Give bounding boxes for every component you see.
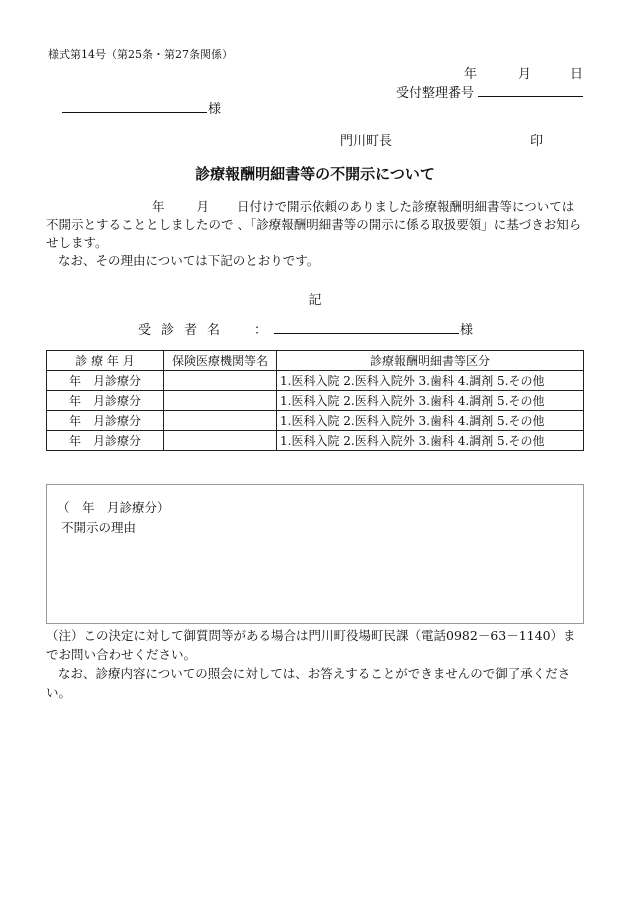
header-period: 診 療 年 月: [47, 351, 164, 371]
body-paragraph-2: [46, 252, 586, 270]
row-category: 1.医科入院 2.医科入院外 3.歯科 4.調剤 5.その他: [277, 411, 584, 431]
patient-name-label: 受診者名: [138, 323, 231, 338]
addressee-name-blank: [62, 112, 207, 113]
date-month-label: 月: [518, 67, 532, 82]
row-period: 年 月診療分: [47, 371, 164, 391]
sender-mayor: 門川町長: [340, 134, 393, 149]
body-month: 月: [196, 199, 210, 214]
body-year: 年: [152, 199, 165, 214]
table-row: [47, 431, 584, 451]
form-number: 様式第14号（第25条・第27条関係）: [48, 48, 233, 61]
reason-label: 不開示の理由: [61, 520, 137, 535]
row-institution: [164, 411, 277, 431]
row-period: 年 月診療分: [47, 431, 164, 451]
row-period: 年 月診療分: [47, 411, 164, 431]
header-category: 診療報酬明細書等区分: [277, 351, 584, 371]
receipt-number-label: 受付整理番号: [396, 86, 475, 101]
table-header-row: [47, 351, 584, 371]
body-text: 日付けで開示依頼のありました診療報酬明細書等については不開示とすることとしましたので 、「診療報酬明細書等の開示に係る取扱要領」に基づきお知らせします。: [46, 199, 582, 250]
row-period: 年 月診療分: [47, 391, 164, 411]
reason-box: [46, 484, 584, 624]
notes: [46, 626, 586, 702]
body-paragraph-1: [46, 198, 586, 252]
patient-honorific: 様: [460, 323, 474, 338]
row-institution: [164, 431, 277, 451]
header-institution: 保険医療機関等名: [164, 351, 277, 371]
ki-heading: 記: [308, 293, 322, 308]
date-year-label: 年: [464, 67, 478, 82]
table-row: [47, 371, 584, 391]
document-title: 診療報酬明細書等の不開示について: [195, 165, 435, 183]
seal-mark: 印: [530, 134, 544, 149]
row-category: 1.医科入院 2.医科入院外 3.歯科 4.調剤 5.その他: [277, 431, 584, 451]
patient-name-blank: [274, 333, 459, 334]
note-1: （注）この決定に対して御質問等がある場合は門川町役場町民課（電話0982－63－1140）までお問い合わせください。: [46, 628, 576, 662]
row-institution: [164, 371, 277, 391]
addressee-honorific: 様: [208, 102, 222, 117]
patient-name-colon: ：: [254, 323, 268, 338]
date-day-label: 日: [570, 67, 584, 82]
body-paragraph-2-text: なお、その理由については下記のとおりです。: [58, 253, 320, 268]
reason-period: （ 年 月診療分）: [57, 500, 170, 515]
row-category: 1.医科入院 2.医科入院外 3.歯科 4.調剤 5.その他: [277, 371, 584, 391]
table-row: [47, 391, 584, 411]
note-2: なお、診療内容についての照会に対しては、お答えすることができませんので御了承ください。: [46, 666, 571, 700]
receipt-number-blank: [478, 96, 583, 97]
row-institution: [164, 391, 277, 411]
row-category: 1.医科入院 2.医科入院外 3.歯科 4.調剤 5.その他: [277, 391, 584, 411]
claims-table: [46, 350, 584, 451]
table-row: [47, 411, 584, 431]
notice-body: [46, 198, 586, 270]
